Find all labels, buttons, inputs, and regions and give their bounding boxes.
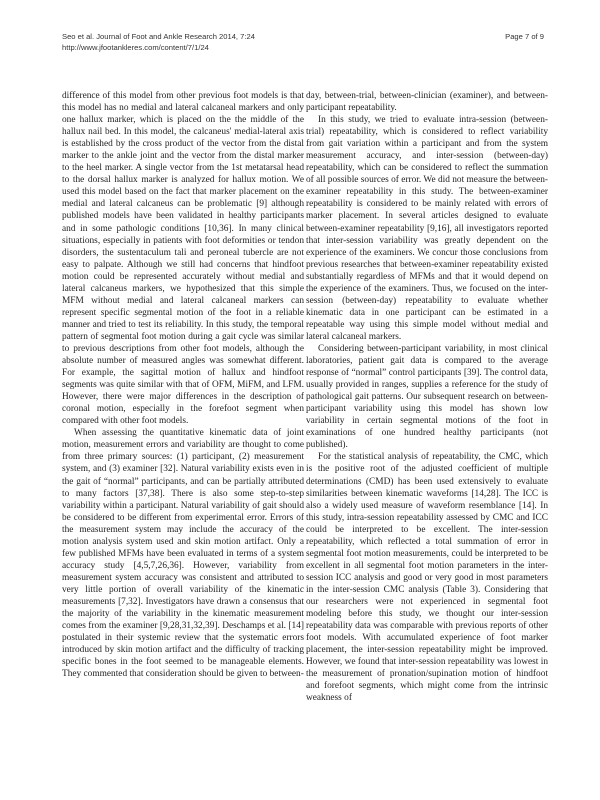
header-url[interactable]: http://www.jfootankleres.com/content/7/1/24 <box>62 43 209 52</box>
paragraph: Considering between-participant variability, in most clinical laboratories, patient gait data is compared to the average response of “normal” control participants [39]. The control data, usually provided in ranges, supplies a reference for the study of pathological gait patterns. Our subsequent research on between-participant variability using this model has shown low variability in certain segmental motions of the foot in examinations of one hundred healthy participants (not published). <box>306 343 548 451</box>
paragraph: difference of this model from other previous foot models is that this model has no medial and lateral calcaneal markers and only one hallux marker, which is placed on the the middle of the hallux nail bed. In this model, the calcaneus' medial-lateral axis is established by the cross product of the vector from the distal marker to the ankle joint and the vector from the distal marker to the heel marker. A single vector from the 1st metatarsal head to the dorsal hallux marker is analyzed for hallux motion. We used this model based on the fact that marker placement on the medial and lateral calcaneus can be problematic [9] although published models have been validated in healthy participants and in some pathologic conditions [10,36]. In many clinical situations, especially in patients with foot deformities or tendon disorders, the sustentaculum tali and peroneal tubercle are not easy to palpate. Although we still had concerns that hindfoot motion could be represented accurately without medial and lateral calcaneus markers, we hypothesized that this simple MFM without medial and lateral calcaneal markers can represent specific segmental motion of the foot in a reliable manner and tried to test its reliability. In this study, the temporal pattern of segmental foot motion during a gait cycle was similar to previous descriptions from other foot models, although the absolute number of measured angles was somewhat different. For example, the sagittal motion of hallux and hindfoot segments was quite similar with that of OFM, MiFM, and LFM. However, there were major differences in the description of coronal motion, especially in the forefoot segment when compared with other foot models. <box>62 91 304 427</box>
paragraph: day, between-trial, between-clinician (examiner), and between-participant repeatability. <box>306 91 548 114</box>
page-number: Page 7 of 9 <box>505 32 544 41</box>
paragraph: For the statistical analysis of repeatability, the CMC, which is the positive root of the adjusted coefficient of multiple determinations (CMD) has been used extensively to evaluate similarities between kinematic waveforms [14,28]. The ICC is also a widely used measure of waveform resemblance [14]. In this study, intra-session repeatability assessed by CMC and ICC could be interpreted to be excellent. The inter-session repeatability, which reflected a total summation of error in segmental foot motion measurements, could be interpreted to be excellent in all segmental foot motion parameters in the inter-session ICC analysis and good or very good in most parameters in the inter-session CMC analysis (Table 3). Considering that our researchers were not experienced in segmental foot modeling before this study, we thought our inter-session repeatability data was comparable with previous reports of other foot models. With accumulated experience of foot marker placement, the inter-session repeatability might be improved. However, we found that inter-session repeatability was lowest in the measurement of pronation/supination motion of hindfoot and forefoot segments, which might come from the intrinsic weakness of <box>306 452 548 704</box>
paragraph: In this study, we tried to evaluate intra-session (between-trial) repeatability, which is considered to reflect variability from gait variation within a participant and from the system measurement accuracy, and inter-session (between-day) repeatability, which can be considered to reflect the summation of all possible sources of error. We did not measure the between-examiner repeatability in this study. The between-examiner repeatability is considered to be mainly related with errors of marker placement. In several articles designed to evaluate between-examiner repeatability [9,16], all investigators reported that inter-session variability was greatly dependent on the experience of the examiners. We concur those conclusions from previous researches that between-examiner repeatability existed substantially regardless of MFMs and that it would depend on the experience of the examiners. Thus, we focused on the inter-session (between-day) repeatability to evaluate whether kinematic data in one participant can be estimated in a repeatable way using this simple model without medial and lateral calcaneal markers. <box>306 115 548 342</box>
right-column <box>306 90 548 704</box>
paragraph: When assessing the quantitative kinematic data of joint motion, measurement errors and variability are thought to come from three primary sources: (1) participant, (2) measurement system, and (3) examiner [32]. Natural variability exists even in the gait of “normal” participants, and can be partially attributed to many factors [37,38]. There is also some step-to-step variability within a participant. Natural variability of gait should be considered to be different from experimental error. Errors of the measurement system may include the accuracy of the motion analysis system used and skin motion artifact. Only a few published MFMs have been evaluated in terms of a system accuracy study [4,5,7,26,36]. However, variability from measurement system accuracy was consistent and attributed to very little portion of overall variability of the kinematic measurements [7,32]. Investigators have drawn a consensus that the majority of the variability in the kinematic measurement comes from the examiner [9,28,31,32,39]. Deschamps et al. [14] postulated in their systemic review that the systematic errors introduced by skin motion artifact and the difficulty of tracking specific bones in the foot seemed to be manageable elements. They commented that consideration should be given to between- <box>62 428 304 680</box>
header-citation: Seo et al. Journal of Foot and Ankle Research 2014, 7:24 <box>62 32 255 41</box>
running-header <box>62 32 544 58</box>
left-column <box>62 90 304 680</box>
